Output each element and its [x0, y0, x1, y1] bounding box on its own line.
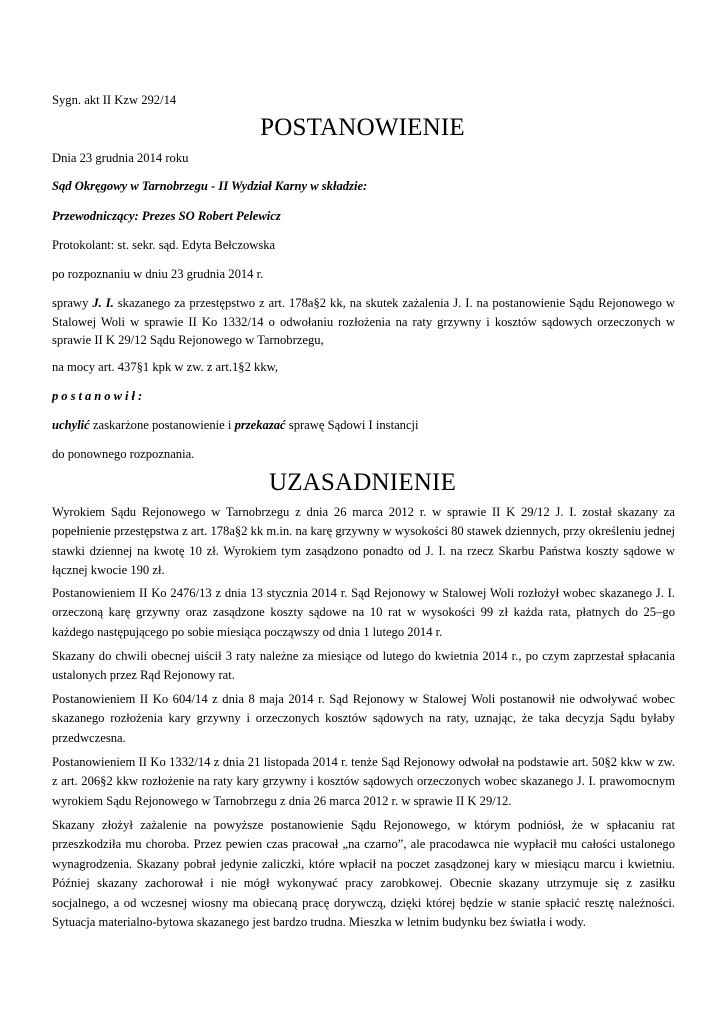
- decision-verb-refer: przekazać: [234, 418, 286, 432]
- decision-date: Dnia 23 grudnia 2014 roku: [52, 151, 189, 165]
- justification-paragraph: Wyrokiem Sądu Rejonowego w Tarnobrzegu z dnia 26 marca 2012 r. w sprawie II K 29/12 J. I. został skazany za popełnienie przestępstwa z art. 178a§2 kk m.in. na karę grzywny w wysokości 80 stawek dziennych, przy określeniu jednej stawki dziennej na kwotę 10 zł. Wyrokiem tym zasądzono ponadto od J. I. na rzecz Skarbu Państwa koszty sądowe w łącznej kwocie 190 zł.: [52, 505, 675, 578]
- decision-text-1: zaskarżone postanowienie i: [89, 418, 235, 432]
- court-composition: Sąd Okręgowy w Tarnobrzegu - II Wydział Karny w składzie:: [52, 179, 368, 193]
- case-prefix: sprawy: [52, 296, 93, 310]
- case-party-name: J. I.: [92, 296, 114, 310]
- justification-paragraph: Postanowieniem II Ko 2476/13 z dnia 13 stycznia 2014 r. Sąd Rejonowy w Stalowej Woli rozłożył wobec skazanego J. I. orzeczoną karę grzywny oraz zasądzone koszty sądowe na 10 rat w wysokości 99 zł każda rata, płatnych do 25–go każdego następującego po sobie miesiąca począwszy od dnia 1 lutego 2014 r.: [52, 586, 675, 639]
- justification-title: UZASADNIENIE: [268, 469, 457, 496]
- decision-verb-revoke: uchylić: [52, 418, 90, 432]
- court-clerk: Protokolant: st. sekr. sąd. Edyta Bełczowska: [52, 238, 276, 252]
- justification-paragraph: Skazany do chwili obecnej uiścił 3 raty należne za miesiące od lutego do kwietnia 2014 r., po czym zaprzestał spłacania ustalonych przez Rąd Rejonowy rat.: [52, 649, 675, 683]
- decision-line: [52, 417, 419, 434]
- case-description: [52, 294, 675, 350]
- hearing-date: po rozpoznaniu w dniu 23 grudnia 2014 r.: [52, 267, 264, 281]
- decision-text-2: sprawę Sądowi I instancji: [285, 418, 419, 432]
- resolved-heading: postanowił:: [52, 389, 146, 403]
- document-title: POSTANOWIENIE: [260, 114, 465, 141]
- legal-basis: na mocy art. 437§1 kpk w zw. z art.1§2 kkw,: [52, 360, 279, 374]
- case-text: skazanego za przestępstwo z art. 178a§2 kk, na skutek zażalenia J. I. na postanowienie Sądu Rejonowego w Stalowej Woli w sprawie II Ko 1332/14 o odwołaniu rozłożenia na raty grzywny i kosztów sądowych orzeczonych w sprawie II K 29/12 Sądu Rejonowego w Tarnobrzegu,: [52, 296, 675, 348]
- justification-paragraph: Skazany złożył zażalenie na powyższe postanowienie Sądu Rejonowego, w którym podniósł, że w spłacaniu rat przeszkodziła mu choroba. Przez pewien czas pracował „na czarno”, ale pracodawca nie wypłacił mu całości ustalonego wynagrodzenia. Skazany pobrał jedynie zaliczki, które wpłacił na poczet zasądzonej kary w miesiącu marcu i kwietniu. Później skazany zachorował i nie mógł wykonywać pracy zarobkowej. Obecnie skazany utrzymuje się z zasiłku socjalnego, a od wczesnej wiosny ma obiecaną pracę dorywczą, dzięki której będzie w stanie spłacić resztę należności. Sytuacja materialno-bytowa skazanego jest bardzo trudna. Mieszka w letnim budynku bez światła i wody.: [52, 818, 675, 930]
- justification-paragraph: Postanowieniem II Ko 604/14 z dnia 8 maja 2014 r. Sąd Rejonowy w Stalowej Woli postanowił nie odwoływać wobec skazanego rozłożenia kary grzywny i orzeczonych kosztów sądowych na raty, uznając, że taka decyzja Sądu byłaby przedwczesna.: [52, 692, 675, 745]
- justification-paragraph: Postanowieniem II Ko 1332/14 z dnia 21 listopada 2014 r. tenże Sąd Rejonowy odwołał na podstawie art. 50§2 kkw w zw. z art. 206§2 kkw rozłożenie na raty kary grzywny i kosztów sądowych orzeczonych wobec skazanego J. I. prawomocnym wyrokiem Sądu Rejonowego w Tarnobrzegu z dnia 26 marca 2012 r. w sprawie II K 29/12.: [52, 755, 675, 808]
- presiding-judge: Przewodniczący: Prezes SO Robert Pelewicz: [52, 209, 281, 223]
- case-signature: Sygn. akt II Kzw 292/14: [52, 93, 177, 107]
- decision-line-2: do ponownego rozpoznania.: [52, 447, 195, 461]
